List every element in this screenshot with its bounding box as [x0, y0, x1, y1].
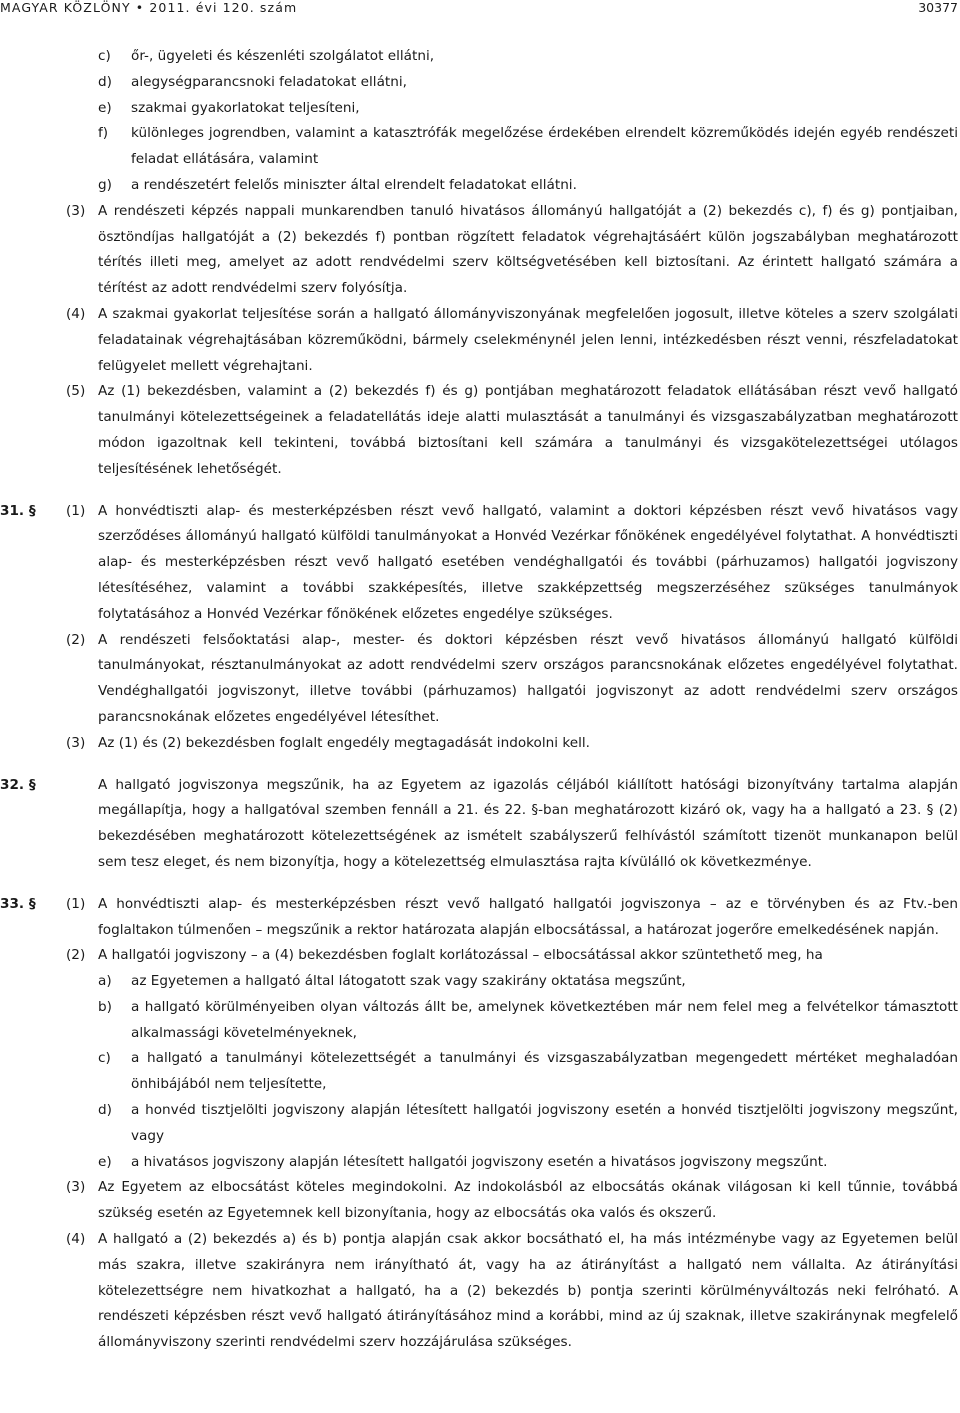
page-number: 30377 — [918, 0, 958, 15]
item-text: alegységparancsnoki feladatokat ellátni, — [131, 73, 407, 90]
item-text: a hallgató a tanulmányi kötelezettségét a tanulmányi és vizsgaszabályzatban megengedett mértéket meghaladóan önhibájából nem teljesítette, — [131, 1050, 958, 1093]
list-item — [0, 1046, 958, 1098]
list-item — [0, 96, 958, 122]
item-label: f) — [98, 125, 109, 142]
paragraph-text: Az (1) bekezdésben, valamint a (2) bekezdés f) és g) pontjában meghatározott feladatok ellátásában részt vevő hallgató tanulmányi kötelezettségeinek a feladatellátás ideje alatti mulasztását a tanulmányi és vizsgaszabályzatban meghatározott módon igazoltnak kell tekinteni, továbbá biztosítani kell számára a tanulmányi és vizsgakötelezettségei utólagos teljesítésének lehetőségét. — [98, 383, 958, 477]
paragraph-label: (4) — [66, 305, 86, 322]
list-item — [0, 969, 958, 995]
item-label: e) — [98, 1153, 112, 1170]
section-number: 33. § — [0, 895, 36, 912]
paragraph — [0, 943, 958, 969]
section-number: 31. § — [0, 502, 36, 519]
item-label: c) — [98, 1050, 111, 1067]
item-text: a rendészetért felelős miniszter által elrendelt feladatokat ellátni. — [131, 176, 577, 193]
paragraph-text: A hallgató a (2) bekezdés a) és b) pontja alapján csak akkor bocsátható el, ha más intézménybe vagy az Egyetemen belül más szakra, illetve szakirányra nem irányítható át, vagy ha az átirányítást a hallgató nem vállalta. Az átirányítási kötelezettségre nem hivatkozhat a hallgató, ha a (2) bekezdés b) pontja szerinti körülményváltozás neki felróható. A rendészeti képzésben részt vevő hallgató átirányításához mind a korábbi, mind az új szaknak, illetve szakiránynak megfelelő állományviszony szerinti rendvédelmi szerv hozzájárulása szükséges. — [98, 1231, 958, 1351]
list-item — [0, 70, 958, 96]
paragraph — [0, 1175, 958, 1227]
item-text: szakmai gyakorlatokat teljesíteni, — [131, 99, 360, 116]
paragraph-text: A rendészeti képzés nappali munkarendben tanuló hivatásos állományú hallgatóját a (2) bekezdés c), f) és g) pontjaiban, ösztöndíjas hallgatóját a (2) bekezdés f) pontban rögzített feladatok végrehajtásáért külön jogszabályban meghatározott térítés illeti meg, amelyet az adott rendvédelmi szerv költségvetésében kell biztosítani. Az érintett hallgató számára a térítést az adott rendvédelmi szerv folyósítja. — [98, 202, 958, 297]
item-text: különleges jogrendben, valamint a katasztrófák megelőzése érdekében elrendelt közreműködés idején egyéb rendészeti feladat ellátására, valamint — [131, 125, 958, 168]
list-item — [0, 173, 958, 199]
paragraph-label: (2) — [66, 947, 86, 964]
paragraph-text: A hallgatói jogviszony – a (4) bekezdésben foglalt korlátozással – elbocsátással akkor szüntethető meg, ha — [98, 947, 823, 964]
list-item — [0, 1150, 958, 1176]
paragraph — [0, 379, 958, 482]
item-label: g) — [98, 176, 112, 193]
paragraph — [0, 731, 958, 757]
section-number: 32. § — [0, 776, 36, 793]
item-text: a honvéd tisztjelölti jogviszony alapján létesített hallgatói jogviszony esetén a honvéd tisztjelölti jogviszony megszűnt, vagy — [131, 1102, 958, 1144]
paragraph-label: (3) — [66, 202, 86, 219]
item-label: d) — [98, 73, 112, 90]
paragraph-text: Az Egyetem az elbocsátást köteles megindokolni. Az indokolásból az elbocsátás okának világosan ki kell tűnnie, továbbá szükség esetén az Egyetemnek kell bizonyítania, hogy az elbocsátás oka valós és okszerű. — [98, 1179, 958, 1222]
page-header — [0, 0, 960, 16]
paragraph-label: (1) — [66, 895, 86, 912]
paragraph-label: (3) — [66, 734, 86, 751]
paragraph-text: A hallgató jogviszonya megszűnik, ha az Egyetem az igazolás céljából kiállított hatósági bizonyítvány tartalma alapján megállapítja, hogy a hallgatóval szemben fennáll a 21. és 22. §-ban meghatározott kizáró ok, vagy ha a hallgató a 23. § (2) bekezdésében meghatározott kötelezettségének az ismételt szabályszerű felhívástól számított tizenöt munkanapon belül sem tesz eleget, és nem bizonyítja, hogy a kötelezettség elmulasztása rajta kívülálló ok következménye. — [98, 776, 958, 870]
item-label: e) — [98, 99, 112, 116]
list-item — [0, 121, 958, 173]
paragraph-label: (3) — [66, 1179, 86, 1196]
section-33 — [0, 892, 958, 944]
item-text: a hallgató körülményeiben olyan változás állt be, amelynek következtében már nem felel meg a felvételkor támasztott alkalmassági követelményeknek, — [131, 998, 958, 1041]
journal-title: MAGYAR KÖZLÖNY • 2011. évi 120. szám — [0, 0, 298, 15]
paragraph-label: (4) — [66, 1231, 86, 1248]
paragraph-label: (2) — [66, 631, 86, 648]
paragraph — [0, 199, 958, 302]
item-label: b) — [98, 998, 112, 1015]
item-text: őr-, ügyeleti és készenléti szolgálatot ellátni, — [131, 48, 435, 64]
paragraph-text: A honvédtiszti alap- és mesterképzésben részt vevő hallgató hallgatói jogviszonya – az e törvényben és az Ftv.-ben foglaltakon túlmenően – megszűnik a rektor határozata alapján elbocsátással, a határozat jogerőre emelkedésének napján. — [98, 895, 958, 938]
item-label: d) — [98, 1102, 112, 1119]
item-text: a hivatásos jogviszony alapján létesített hallgatói jogviszony esetén a hivatásos jogviszony megszűnt. — [131, 1153, 828, 1170]
item-label: a) — [98, 973, 112, 990]
list-item — [0, 44, 958, 70]
item-label: c) — [98, 48, 111, 64]
paragraph-label: (1) — [66, 502, 86, 519]
item-text: az Egyetemen a hallgató által látogatott szak vagy szakirány oktatása megszűnt, — [131, 973, 686, 990]
paragraph — [0, 628, 958, 731]
paragraph — [0, 1227, 958, 1356]
document-body — [0, 44, 958, 1356]
section-31 — [0, 499, 958, 628]
list-item — [0, 1098, 958, 1150]
list-item — [0, 995, 958, 1047]
section-32 — [0, 773, 958, 876]
paragraph-text: A honvédtiszti alap- és mesterképzésben részt vevő hallgató, valamint a doktori képzésben részt vevő hivatásos vagy szerződéses állományú hallgató külföldi tanulmányokat a Honvéd Vezérkar főnökének engedélyével folytathat. A honvédtiszti alap- és mesterképzésben részt vevő hallgató esetében vendéghallgatói és további (párhuzamos) hallgatói jogviszony létesítéséhez, valamint a további szakképesítés, illetve szakképzettség megszerzéséhez szükséges tanulmányok folytatásához a Honvéd Vezérkar főnökének előzetes engedélye szükséges. — [98, 502, 958, 622]
paragraph-text: A szakmai gyakorlat teljesítése során a hallgató állományviszonyának megfelelően jogosult, illetve köteles a szerv szolgálati feladatainak végrehajtásában közreműködni, bármely cselekménynél jelen lenni, intézkedésben részt venni, részfeladatokat felügyelet mellett végrehajtani. — [98, 305, 958, 374]
paragraph-text: A rendészeti felsőoktatási alap-, mester- és doktori képzésben részt vevő hivatásos állományú hallgató külföldi tanulmányokat, résztanulmányokat az adott rendvédelmi szerv országos parancsnokának előzetes engedélyével folytathat. Vendéghallgatói jogviszonyt, illetve további (párhuzamos) hallgatói jogviszonyt az adott rendvédelmi szerv országos parancsnokának előzetes engedélyével létesíthet. — [98, 631, 958, 725]
paragraph-label: (5) — [66, 383, 86, 400]
paragraph — [0, 302, 958, 379]
paragraph-text: Az (1) és (2) bekezdésben foglalt engedély megtagadását indokolni kell. — [98, 734, 590, 751]
